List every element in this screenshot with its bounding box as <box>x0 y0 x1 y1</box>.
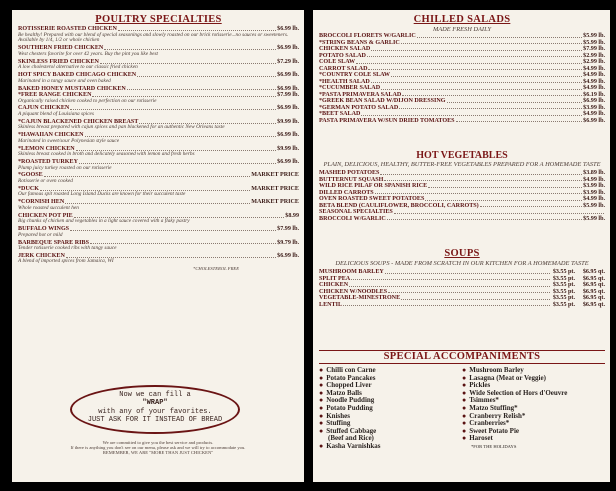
soup-list <box>319 269 605 308</box>
menu-item-name: WILD RICE PILAF OR SPANISH RICE <box>319 183 428 189</box>
menu-item-name: *GOOSE <box>18 172 43 179</box>
menu-item-price: $6.99 lb. <box>277 72 299 79</box>
menu-item-description: Tender rotisserie cooked ribs with tangy sauce <box>18 245 117 251</box>
bullet-icon: ● <box>319 426 324 435</box>
menu-item-description: Skinless breast cooked in broth and delicately seasoned with lemon and fresh herbs <box>18 151 195 158</box>
bullet-icon: ● <box>319 403 324 412</box>
menu-item-price: $6.99 lb. <box>583 117 605 124</box>
accompaniment-item <box>462 443 605 451</box>
menu-item-price: $3.89 lb. <box>583 170 605 176</box>
soups-section <box>319 248 605 308</box>
soup-quart-price: $6.95 qt. <box>582 282 605 288</box>
bullet-icon: ● <box>319 419 324 428</box>
wrap-line3: with any of your favorites. <box>98 407 212 416</box>
leader-dots <box>456 118 583 123</box>
menu-item-name: OVEN ROASTED SWEET POTATOES <box>319 196 425 202</box>
menu-item-name: ROTISSERIE ROASTED CHICKEN <box>18 26 117 32</box>
leader-dots <box>76 146 276 151</box>
menu-item-name: CHICKEN POT PIE <box>18 212 73 219</box>
menu-item-description: A blend of imported spices from Jamaica, WI <box>18 258 114 265</box>
menu-item-name: DILLED CARROTS <box>319 189 374 196</box>
accompaniment-label: Kasha Varnishkas <box>326 441 381 450</box>
menu-item-name: *STRING BEANS & GARLIC <box>319 39 400 46</box>
accompaniment-label: (Beef and Rice) <box>328 434 374 443</box>
menu-item-price: $7.99 lb. <box>277 92 299 99</box>
menu-item-price: $3.55 pt. <box>552 288 575 295</box>
wrap-line2: "WRAP" <box>142 399 168 408</box>
accompaniments-section <box>319 350 605 451</box>
leader-dots <box>387 216 582 221</box>
accompaniment-label: Stuffing <box>326 419 351 428</box>
menu-item-price: $2.99 lb. <box>583 52 605 59</box>
menu-item <box>319 118 605 125</box>
soup-quart-price: $6.95 qt. <box>582 269 605 275</box>
menu-item-name: *HAWAIIAN CHICKEN <box>18 132 84 139</box>
menu-item-name: SEASONAL SPECIALTIES <box>319 209 393 215</box>
accompaniment-label: Wide Selection of Hors d'Oeuvre <box>469 388 568 397</box>
leader-dots <box>380 170 582 175</box>
accompaniment-label: Mushroom Barley <box>469 366 524 374</box>
soup-quart-price: $6.95 qt. <box>582 295 605 301</box>
bullet-icon: ● <box>462 388 467 397</box>
bullet-icon: ● <box>319 411 324 420</box>
leader-dots <box>44 172 250 177</box>
menu-item-price: $4.99 lb. <box>583 65 605 72</box>
poultry-list <box>18 26 299 265</box>
accompaniment-label: Tsimmes* <box>469 396 499 405</box>
accompaniment-label: Sweet Potato Pie <box>469 426 519 435</box>
wrap-promo <box>70 385 240 434</box>
leader-dots <box>368 66 582 71</box>
menu-item-name: CHICKEN SALAD <box>319 46 371 52</box>
menu-item-price: $7.29 lb. <box>277 58 299 65</box>
bullet-icon: ● <box>319 366 324 374</box>
leader-dots <box>361 111 582 116</box>
leader-dots <box>351 276 550 281</box>
footer-line1: We are committed to give you the best service and products. <box>102 440 214 445</box>
bullet-icon: ● <box>462 403 467 412</box>
leader-dots <box>428 183 582 188</box>
footer-line2: If there is anything you don't see on our menu, please ask and we will try to accommodate you. <box>70 445 246 450</box>
leader-dots <box>381 85 582 90</box>
menu-item-price: MARKET PRICE <box>251 199 299 206</box>
menu-item-description: Be healthy! Prepared with our blend of special seasonings and slowly roasted on our brick rotisserie...no sauces or sweeteners. Available by 1/4, 1/2 or whole chicken <box>18 31 289 44</box>
menu-item-name: BROCCOLI W/GARLIC <box>319 215 386 222</box>
menu-item-name: SOUTHERN FRIED CHICKEN <box>18 45 104 52</box>
menu-item-price: $9.99 lb. <box>277 118 299 125</box>
leader-dots <box>399 105 582 110</box>
leader-dots <box>401 295 550 300</box>
accompaniment-label: Potato Pudding <box>326 403 373 412</box>
leader-dots <box>92 92 276 97</box>
menu-item-price: $6.99 lb. <box>277 105 299 112</box>
accompaniment-label: Pickles <box>469 381 491 390</box>
leader-dots <box>70 226 276 231</box>
menu-item-name: CHICKEN <box>319 282 349 288</box>
accompaniment-label: Knishes <box>326 411 350 420</box>
leader-dots <box>85 132 277 137</box>
leader-dots <box>384 177 582 182</box>
accompaniments-title: SPECIAL ACCOMPANIMENTS <box>319 350 605 364</box>
menu-item-price: $4.99 lb. <box>583 72 605 78</box>
menu-item-price: $3.55 pt. <box>552 301 575 308</box>
menu-item-name: HOT SPICY BAKED CHICAGO CHICKEN <box>18 72 137 79</box>
soup-quart-price: $6.95 qt. <box>582 288 605 295</box>
menu-item-name: *HEALTH SALAD <box>319 78 370 85</box>
leader-dots <box>388 289 550 294</box>
menu-item-name: *FREE RANGE CHICKEN <box>18 92 92 99</box>
accompaniment-label: *FOR THE HOLIDAYS <box>471 443 517 449</box>
menu-item-name: CARROT SALAD <box>319 65 368 72</box>
wrap-line1: Now we can fill a <box>119 391 191 399</box>
accompaniments-columns <box>319 367 605 451</box>
menu-item-name: BAKED HONEY MUSTARD CHICKEN <box>18 85 126 92</box>
menu-item-name: *COUNTRY COLE SLAW <box>319 72 391 78</box>
menu-item-price: $6.99 lb. <box>583 98 605 104</box>
menu-item-name: BUTTERNUT SQUASH <box>319 176 384 183</box>
leader-dots <box>371 79 582 84</box>
menu-item-price: $3.55 pt. <box>552 295 575 301</box>
menu-item-name: *ROASTED TURKEY <box>18 159 78 166</box>
accompaniment-label: Chilli con Carne <box>326 366 376 374</box>
accompaniments-left <box>319 367 462 451</box>
menu-item-description: A low cholesterol alternative to our classic fried chicken <box>18 64 138 71</box>
menu-item-price: MARKET PRICE <box>251 185 299 192</box>
menu-item-description: Rotisserie or oven cooked <box>18 177 73 184</box>
menu-item-price: $3.55 pt. <box>552 282 575 288</box>
menu-item-name: BETA BLEND (CAULIFLOWER, BROCCOLI, CARROTS) <box>319 202 479 209</box>
menu-item-description: Marinated in sweet/sour Polynesian style sauce <box>18 137 120 144</box>
menu-item-name: MASHED POTATOES <box>319 170 380 176</box>
menu-item-price: $4.99 lb. <box>583 78 605 85</box>
leader-dots <box>79 159 276 164</box>
leader-dots <box>367 53 582 58</box>
accompaniment-item <box>462 435 605 443</box>
accompaniment-label: Stuffed Cabbage <box>326 426 377 435</box>
leader-dots <box>70 105 276 110</box>
menu-item-price: $9.79 lb. <box>277 239 299 246</box>
bullet-icon: ● <box>462 419 467 428</box>
bullet-icon: ● <box>462 434 467 443</box>
menu-item-price: $6.99 lb. <box>277 45 299 52</box>
footer-note <box>12 440 304 455</box>
menu-item-description: Skinless breast prepared with cajun spices and pan blackened for an authentic New Orleans taste <box>18 124 225 131</box>
menu-item-name: VEGETABLE-MINESTRONE <box>319 295 401 301</box>
leader-dots <box>65 199 250 204</box>
menu-item-name: CHICKEN W/NOODLES <box>319 288 388 295</box>
accompaniment-label: Potato Pancakes <box>326 373 376 382</box>
soups-title: SOUPS <box>444 248 480 259</box>
bullet-icon: ● <box>319 441 324 450</box>
bullet-icon: ● <box>462 411 467 420</box>
menu-item <box>319 302 605 309</box>
menu-frame <box>3 2 612 488</box>
chilled-section <box>319 14 605 124</box>
bullet-icon: ● <box>319 373 324 382</box>
hot-title: HOT VEGETABLES <box>416 150 508 161</box>
chilled-title: CHILLED SALADS <box>413 14 511 25</box>
menu-item-description: Plump juicy turkey roasted on our rotisserie <box>18 164 112 171</box>
menu-item-name: BARBEQUE SPARE RIBS <box>18 239 89 246</box>
leader-dots <box>375 190 582 195</box>
cholesterol-note: *CHOLESTEROL FREE <box>193 266 239 272</box>
leader-dots <box>356 59 582 64</box>
leader-dots <box>74 213 285 218</box>
accompaniment-label: Matzo Stuffing* <box>469 403 518 412</box>
menu-item-description: Organically raised chicken cooked to perfection on our rotisserie <box>18 97 157 104</box>
soups-subtitle: DELICIOUS SOUPS - MADE FROM SCRATCH IN OUR KITCHEN FOR A HOMEMADE TASTE <box>335 260 589 267</box>
leader-dots <box>90 240 276 245</box>
menu-item-price: $4.99 lb. <box>583 85 605 91</box>
leader-dots <box>137 72 276 77</box>
accompaniments-right <box>462 367 605 451</box>
menu-item-price: $6.99 lb. <box>277 132 299 139</box>
menu-item-price: $6.99 lb. <box>277 26 299 32</box>
menu-item-price: $4.99 lb. <box>583 111 605 117</box>
menu-item-name: JERK CHICKEN <box>18 252 65 259</box>
footer-line3: REMEMBER, WE ARE "MORE THAN JUST CHICKEN" <box>102 450 214 455</box>
bullet-icon: ● <box>462 381 467 390</box>
soup-quart-price: $6.95 qt. <box>582 301 605 308</box>
chilled-subtitle: MADE FRESH DAILY <box>432 26 492 33</box>
menu-item-name: MUSHROOM BARLEY <box>319 269 384 275</box>
menu-item-price: $3.99 lb. <box>583 104 605 111</box>
hot-list <box>319 170 605 222</box>
poultry-title: POULTRY SPECIALTIES <box>95 14 222 25</box>
menu-item-name: *CAJUN BLACKENED CHICKEN BREAST <box>18 118 139 125</box>
menu-item-price: $6.99 lb. <box>277 252 299 259</box>
menu-item-price: $8.99 <box>285 212 299 219</box>
accompaniment-label: Matzo Balls <box>326 388 362 397</box>
menu-item-description: West chesters favorite for over 42 years. Buy the pint you like best <box>18 50 158 57</box>
left-page <box>12 10 304 482</box>
leader-dots <box>139 119 276 124</box>
leader-dots <box>391 72 582 77</box>
leader-dots <box>385 269 550 274</box>
leader-dots <box>371 46 582 51</box>
menu-item-price: $9.99 lb. <box>277 145 299 152</box>
bullet-icon: ● <box>462 373 467 382</box>
bullet-icon: ● <box>462 426 467 435</box>
accompaniment-item <box>319 443 462 451</box>
menu-item-price: $6.99 lb. <box>277 159 299 166</box>
leader-dots <box>349 282 550 287</box>
bullet-icon: ● <box>319 388 324 397</box>
accompaniment-label: Lasagna (Meat or Veggie) <box>469 373 546 382</box>
menu-item-name: COLE SLAW <box>319 59 356 65</box>
menu-item-name: *LEMON CHICKEN <box>18 145 75 152</box>
accompaniment-label: Cranberry Relish* <box>469 411 526 420</box>
leader-dots <box>402 92 582 97</box>
leader-dots <box>127 86 276 91</box>
leader-dots <box>118 26 276 31</box>
menu-item-name: SPLIT PEA <box>319 275 351 282</box>
wrap-line4: JUST ASK FOR IT INSTEAD OF BREAD <box>87 416 223 425</box>
leader-dots <box>401 40 582 45</box>
leader-dots <box>417 33 582 38</box>
accompaniment-label: Cranberries* <box>469 419 510 428</box>
menu-item-name: CAJUN CHICKEN <box>18 105 70 112</box>
leader-dots <box>394 209 604 214</box>
menu-item-name: PASTA PRIMAVERA W/SUN DRIED TOMATOES <box>319 117 455 124</box>
menu-item-price: $3.55 pt. <box>552 275 575 282</box>
menu-item-name: *GERMAN POTATO SALAD <box>319 104 399 111</box>
leader-dots <box>447 98 583 103</box>
menu-item-price: $5.99 lb. <box>583 33 605 39</box>
menu-item <box>319 216 605 223</box>
hot-subtitle: PLAIN, DELICIOUS, HEALTHY, BUTTER-FREE VEGETABLES PREPARED FOR A HOMEMADE TASTE <box>323 161 601 168</box>
menu-item-price: $2.99 lb. <box>583 59 605 65</box>
soup-quart-price: $6.95 qt. <box>582 275 605 282</box>
menu-item-price: $4.99 lb. <box>583 176 605 183</box>
hot-section <box>319 150 605 222</box>
menu-item-price: $5.99 lb. <box>583 215 605 222</box>
bullet-icon: ● <box>319 396 324 405</box>
leader-dots <box>425 196 582 201</box>
menu-item-description: Prepared hot or mild <box>18 231 63 238</box>
menu-item-price: $3.99 lb. <box>583 189 605 196</box>
accompaniment-label: Haroset <box>469 434 493 443</box>
menu-item-description: A piquant blend of Louisiana spices <box>18 110 94 117</box>
menu-item-price: $3.55 pt. <box>552 269 575 275</box>
menu-item-name: BUFFALO WINGS <box>18 226 70 233</box>
leader-dots <box>100 59 276 64</box>
menu-item-name: *PASTA PRIMAVERA SALAD <box>319 91 402 98</box>
menu-item-description: Our famous spit roasted Long Island Ducks are known for their succulent taste <box>18 191 186 198</box>
menu-item-price: MARKET PRICE <box>251 172 299 179</box>
menu-item-price: $5.99 lb. <box>583 39 605 46</box>
bullet-icon: ● <box>462 366 467 374</box>
menu-item-name: LENTIL <box>319 301 343 308</box>
bullet-icon: ● <box>462 396 467 405</box>
menu-item-price: $5.99 lb. <box>583 202 605 209</box>
menu-item-name: POTATO SALAD <box>319 52 366 59</box>
menu-item-description: Whole roasted succulent hen <box>18 204 79 211</box>
menu-item-price: $6.99 lb. <box>277 85 299 92</box>
leader-dots <box>480 203 582 208</box>
menu-item-price: $4.99 lb. <box>583 196 605 202</box>
accompaniment-label: Noodle Pudding <box>326 396 375 405</box>
menu-item-name: *GREEK BEAN SALAD W/DIJON DRESSING <box>319 98 446 104</box>
menu-item-name: SKINLESS FRIED CHICKEN <box>18 58 99 65</box>
menu-item-price: $7.99 lb. <box>277 226 299 233</box>
right-page <box>313 10 610 482</box>
menu-item-name: *DUCK <box>18 185 39 192</box>
menu-item-price: $7.99 lb. <box>583 46 605 52</box>
menu-item-name: BROCCOLI FLORETS W/GARLIC <box>319 33 416 39</box>
menu-item-description: Marinated in a tangy sauce and oven baked <box>18 77 111 84</box>
bullet-icon: ● <box>319 381 324 390</box>
menu-item-price: $6.19 lb. <box>583 91 605 98</box>
menu-item-name: *CUCUMBER SALAD <box>319 85 381 91</box>
chilled-list <box>319 33 605 124</box>
poultry-section <box>18 14 299 272</box>
menu-item-description: Big chunks of chicken and vegetables in a light sauce covered with a flaky pastry <box>18 218 190 225</box>
menu-item-name: *CORNISH HEN <box>18 199 65 206</box>
accompaniment-label: Chopped Liver <box>326 381 372 390</box>
leader-dots <box>104 45 276 50</box>
menu-item-price: $3.99 lb. <box>583 183 605 189</box>
menu-item-name: *BEET SALAD <box>319 111 361 117</box>
leader-dots <box>343 302 550 307</box>
